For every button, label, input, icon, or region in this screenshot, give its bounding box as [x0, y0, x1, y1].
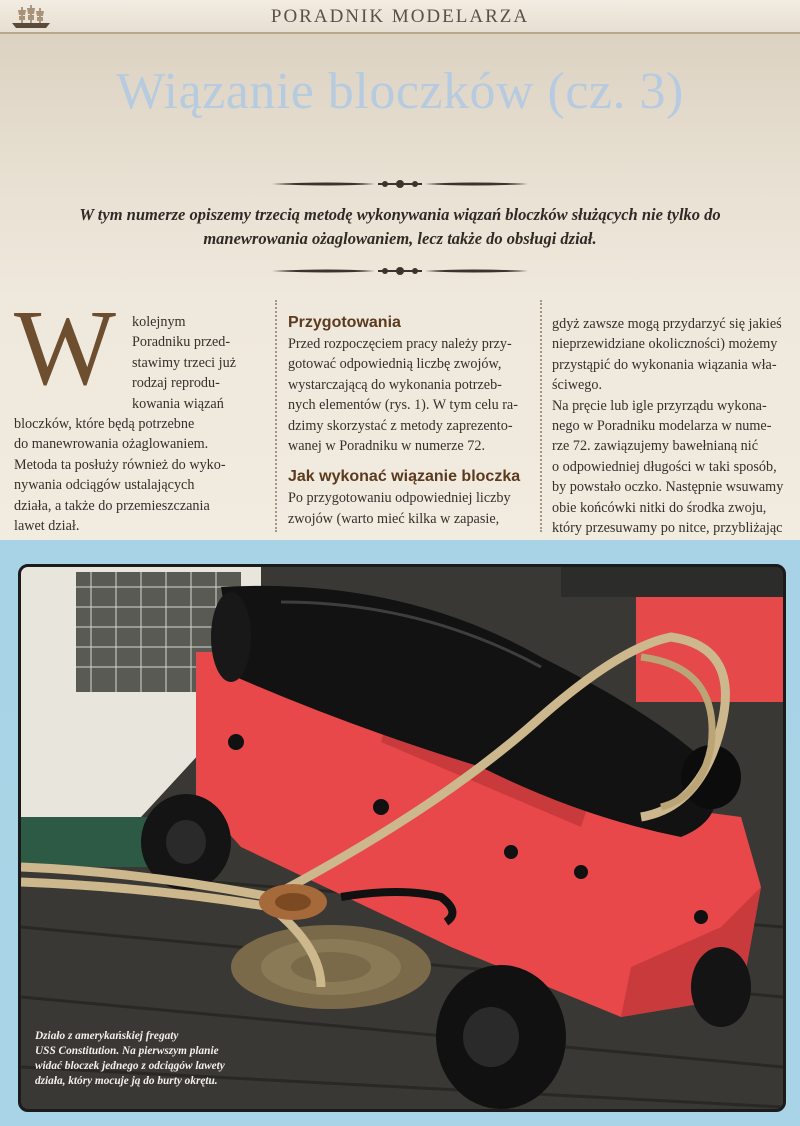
- article-title: Wiązanie bloczków (cz. 3): [116, 63, 684, 120]
- paragraph-line: nego w Poradniku modelarza w nume-: [552, 418, 772, 435]
- paragraph-line: nieprzewidziane okoliczności) możemy: [552, 336, 778, 353]
- paragraph-line: przystąpić do wykonania wiązania wła-: [552, 356, 777, 373]
- article-column-1: [14, 300, 262, 536]
- paragraph-line: działa, a także do przemieszczania: [14, 497, 210, 514]
- paragraph-line: rze 72. zawiązujemy bawełnianą nić: [552, 438, 759, 455]
- cannon-photo: [18, 564, 786, 1112]
- caption-line: widać bloczek jednego z odciągów lawety: [35, 1060, 225, 1072]
- photo-caption: [35, 1029, 265, 1089]
- paragraph-line: wanej w Poradniku w numerze 72.: [288, 438, 485, 455]
- caption-line: USS Constitution. Na pierwszym planie: [35, 1045, 219, 1057]
- article-column-2: [284, 300, 532, 536]
- ornament-divider-top: [270, 176, 530, 192]
- paragraph-line: rodzaj reprodu-: [132, 375, 220, 392]
- column-divider: [275, 300, 277, 532]
- ornament-divider-bottom: [270, 263, 530, 279]
- paragraph-line: nywania odciągów ustalających: [14, 477, 195, 494]
- caption-line: działa, który mocuje ją do burty okrętu.: [35, 1075, 218, 1087]
- paragraph-line: Metoda ta posłuży również do wyko-: [14, 456, 226, 473]
- paragraph-line: o odpowiedniej długości w taki sposób,: [552, 458, 777, 475]
- cannon-illustration: [21, 567, 783, 1109]
- paragraph-line: lawet dział.: [14, 518, 80, 535]
- paragraph-line: Poradniku przed-: [132, 334, 231, 351]
- section-heading: Przygotowania: [288, 314, 401, 331]
- section-title: PORADNIK MODELARZA: [270, 6, 530, 27]
- paragraph-line: wystarczającą do wykonania potrzeb-: [288, 376, 502, 393]
- paragraph-line: kowania wiązań: [132, 395, 224, 412]
- drop-cap: W: [14, 300, 116, 408]
- paragraph-line: nych elementów (rys. 1). W tym celu ra-: [288, 397, 518, 414]
- paragraph-line: Przed rozpoczęciem pracy należy przy-: [288, 336, 512, 352]
- paragraph-line: bloczków, które będą potrzebne: [14, 416, 195, 433]
- article-lead: W tym numerze opiszemy trzecią metodę wykonywania wiązań bloczków służących nie tylko do manewrowania ożaglowaniem, lecz także do obsługi dział.: [79, 205, 721, 248]
- paragraph-line: kolejnym: [132, 314, 186, 330]
- section-heading: Jak wykonać wiązanie bloczka: [288, 468, 521, 486]
- paragraph-line: do manewrowania ożaglowaniem.: [14, 436, 209, 453]
- paragraph-line: by powstało oczko. Następnie wsuwamy: [552, 479, 784, 496]
- paragraph-line: zwojów (warto mieć kilka w zapasie,: [288, 510, 500, 527]
- page-header: [0, 0, 800, 34]
- paragraph-line: Na pręcie lub igle przyrządu wykona-: [552, 397, 767, 414]
- paragraph-line: obie końcówki nitki do środka zwoju,: [552, 499, 767, 516]
- paragraph-line: który przesuwamy po nitce, przybliżając: [552, 520, 783, 536]
- paragraph-line: gdyż zawsze mogą przydarzyć się jakieś: [552, 316, 782, 332]
- paragraph-line: ściwego.: [552, 377, 603, 394]
- paragraph-line: Po przygotowaniu odpowiedniej liczby: [288, 490, 511, 507]
- caption-line: Działo z amerykańskiej fregaty: [35, 1030, 179, 1042]
- paragraph-line: dzimy skorzystać z metody zaprezento-: [288, 417, 513, 434]
- paragraph-line: stawimy trzeci już: [132, 354, 237, 371]
- paragraph-line: gotować odpowiednią liczbę zwojów,: [288, 356, 502, 373]
- article-column-3: [542, 300, 796, 536]
